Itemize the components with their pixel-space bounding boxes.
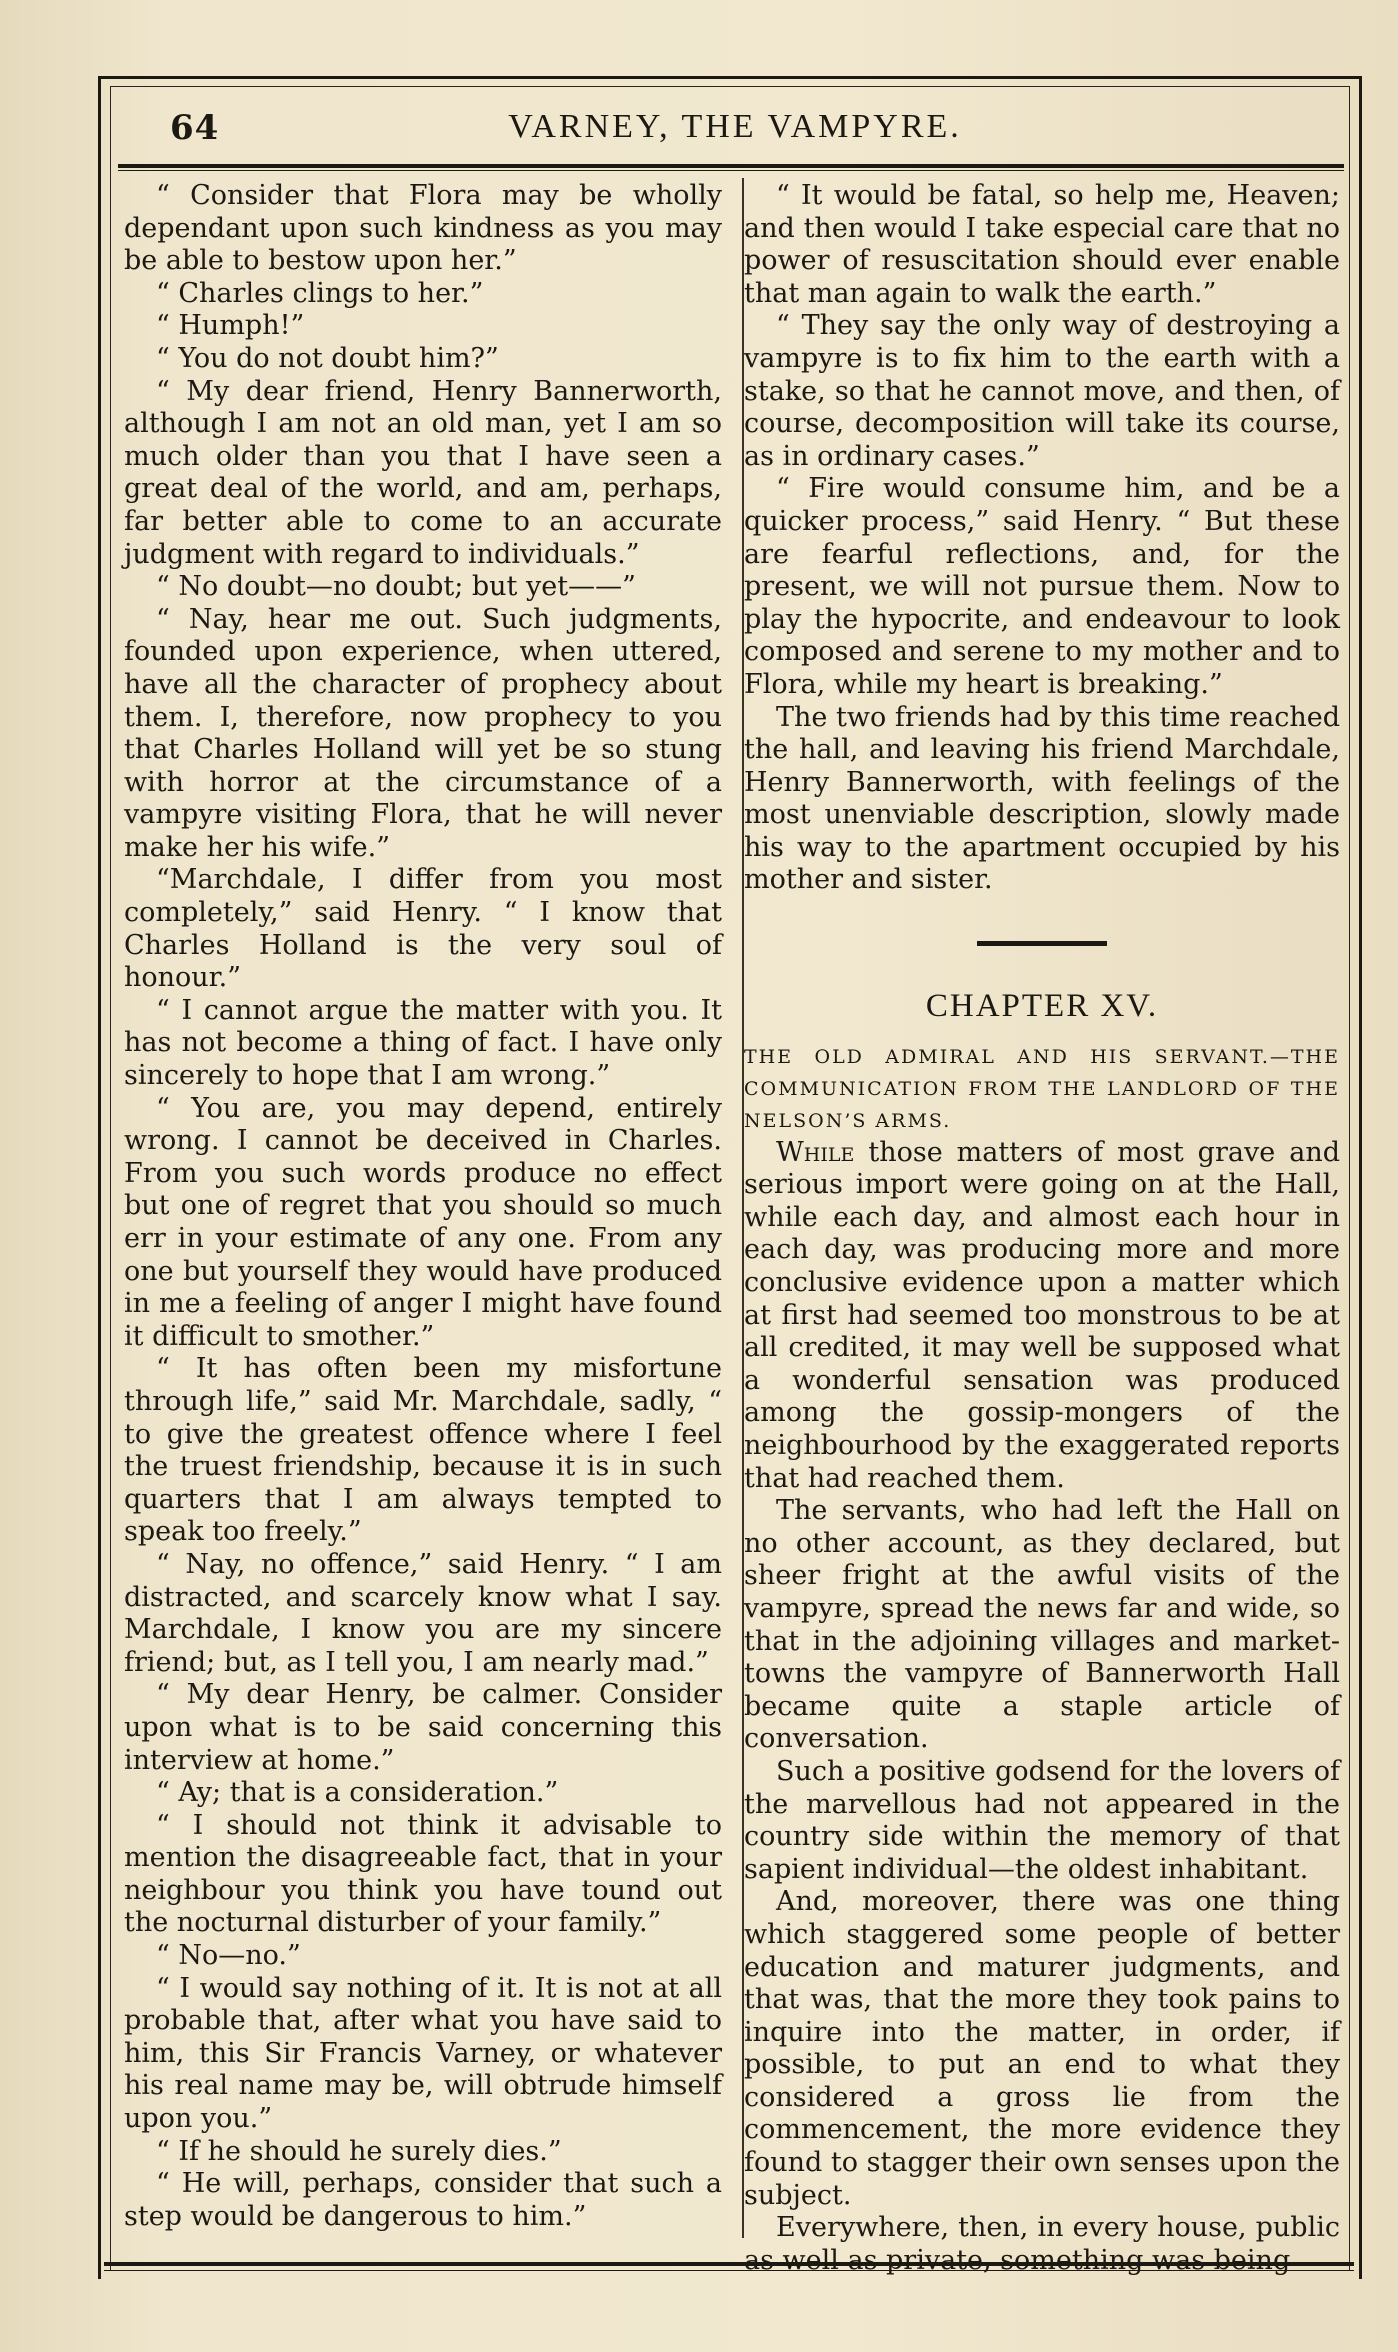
chapter-rule [977, 941, 1107, 946]
paragraph: And, moreover, there was one thing which staggered some people of better education and maturer judgments, and that was, that the more they took pains to inquire into the matter, in order, if possible, to put an end to what they considered a gross lie from the commencement, the more evidence they found to stagger their own senses upon the subject. [744, 1886, 1340, 2211]
paragraph: “ Nay, hear me out. Such judgments, founded upon experience, when uttered, have all the character of prophecy about them. I, therefore, now prophecy to you that Charles Holland will yet be so stung with horror at the circumstance of a vampyre visiting Flora, that he will never make her his wife.” [124, 603, 722, 863]
chapter-subtitle: THE OLD ADMIRAL AND HIS SERVANT.—THE COMMUNICATION FROM THE LANDLORD OF THE NELSON’S ARMS. [744, 1045, 1340, 1132]
paragraph: “ It has often been my misfortune through life,” said Mr. Marchdale, sadly, “ to give the greatest offence where I feel the truest friendship, because it is in such quarters that I am always tempted to speak too freely.” [124, 1353, 722, 1548]
header-rule [118, 164, 1344, 168]
paragraph: “ If he should he surely dies.” [156, 2135, 562, 2167]
drop-word: While [776, 1136, 855, 1168]
paragraph: “ I should not think it advisable to mention the disagreeable fact, that in your neighbour you think you have tound out the nocturnal disturber of your family.” [124, 1809, 722, 1939]
paragraph: “ Humph!” [156, 310, 305, 342]
paragraph: “ Fire would consume him, and be a quicker process,” said Henry. “ But these are fearful reflections, and, for the present, we will not pursue them. Now to play the hypocrite, and endeavour to look composed and serene to my mother and to Flora, while my heart is breaking.” [744, 473, 1340, 700]
right-column [744, 180, 1340, 2277]
footer-rule-thin [104, 2270, 1354, 2271]
paragraph: The servants, who had left the Hall on no other account, as they declared, but sheer fright at the awful visits of the vampyre, spread the news far and wide, so that in the adjoining villages and market-towns the vampyre of Bannerworth Hall became quite a staple article of conversation. [744, 1495, 1340, 1755]
paragraph: “ I cannot argue the matter with you. It has not become a thing of fact. I have only sincerely to hope that I am wrong.” [124, 994, 722, 1092]
paragraph: “ My dear Henry, be calmer. Consider upon what is to be said concerning this interview at home.” [124, 1679, 722, 1776]
paragraph: “ He will, perhaps, consider that such a step would be dangerous to him.” [124, 2168, 722, 2232]
paragraph: “ Ay; that is a consideration.” [156, 1777, 559, 1809]
chapter-title: CHAPTER XV. [925, 988, 1159, 1025]
footer-rule [104, 2262, 1354, 2266]
paragraph: “ I would say nothing of it. It is not at all probable that, after what you have said to him, this Sir Francis Varney, or whatever his real name may be, will obtrude himself upon you.” [124, 1972, 722, 2135]
paragraph: “ No doubt—no doubt; but yet——” [156, 571, 636, 603]
paragraph: “ My dear friend, Henry Bannerworth, although I am not an old man, yet I am so much older than you that I have seen a great deal of the world, and am, perhaps, far better able to come to an accurate judgment with regard to individuals.” [124, 375, 722, 570]
paragraph: “ Charles clings to her.” [156, 277, 484, 309]
paragraph: The two friends had by this time reached the hall, and leaving his friend Marchdale, Henry Bannerworth, with feelings of the most unenviable description, slowly made his way to the apartment occupied by his mother and sister. [744, 701, 1340, 896]
paragraph: “ You are, you may depend, entirely wrong. I cannot be deceived in Charles. From you such words produce no effect but one of regret that you should so much err in your estimate of any one. From any one but yourself they would have produced in me a feeling of anger I might have found it difficult to smother.” [124, 1092, 722, 1352]
chapter-first-paragraph [744, 1137, 1340, 1496]
paragraph: “ They say the only way of destroying a vampyre is to fix him to the earth with a stake, so that he cannot move, and then, of course, decomposition will take its course, as in ordinary cases.” [744, 310, 1340, 472]
paragraph: “ Consider that Flora may be wholly dependant upon such kindness as you may be able to bestow upon her.” [124, 180, 722, 277]
paragraph: “ No—no.” [156, 1940, 301, 1972]
left-column [124, 180, 722, 2233]
paragraph: “ Nay, no offence,” said Henry. “ I am distracted, and scarcely know what I say. Marchdale, I know you are my sincere friend; but, as I tell you, I am nearly mad.” [124, 1548, 722, 1678]
page-header [130, 108, 1340, 158]
paragraph: “ You do not doubt him?” [156, 342, 499, 374]
page-number: 64 [170, 108, 220, 148]
header-rule-thin [118, 170, 1344, 171]
paragraph: “ It would be fatal, so help me, Heaven; and then would I take especial care that no power of resuscitation should ever enable that man again to walk the earth.” [744, 180, 1340, 309]
first-paragraph-text: those matters of most grave and serious import were going on at the Hall, while each day, and almost each hour in each day, was producing more and more conclusive evidence upon a matter which at first had seemed too monstrous to be at all credited, it may well be supposed what a wonderful sensation was produced among the gossip-mongers of the neighbourhood by the exaggerated reports that had reached them. [744, 1136, 1340, 1494]
paragraph: “Marchdale, I differ from you most completely,” said Henry. “ I know that Charles Holland is the very soul of honour.” [124, 864, 722, 994]
paragraph: Everywhere, then, in every house, public as well as private, something was being [744, 2212, 1340, 2276]
running-title: VARNEY, THE VAMPYRE. [508, 108, 962, 145]
paragraph: Such a positive godsend for the lovers of the marvellous had not appeared in the country side within the memory of that sapient individual—the oldest inhabitant. [744, 1755, 1340, 1885]
